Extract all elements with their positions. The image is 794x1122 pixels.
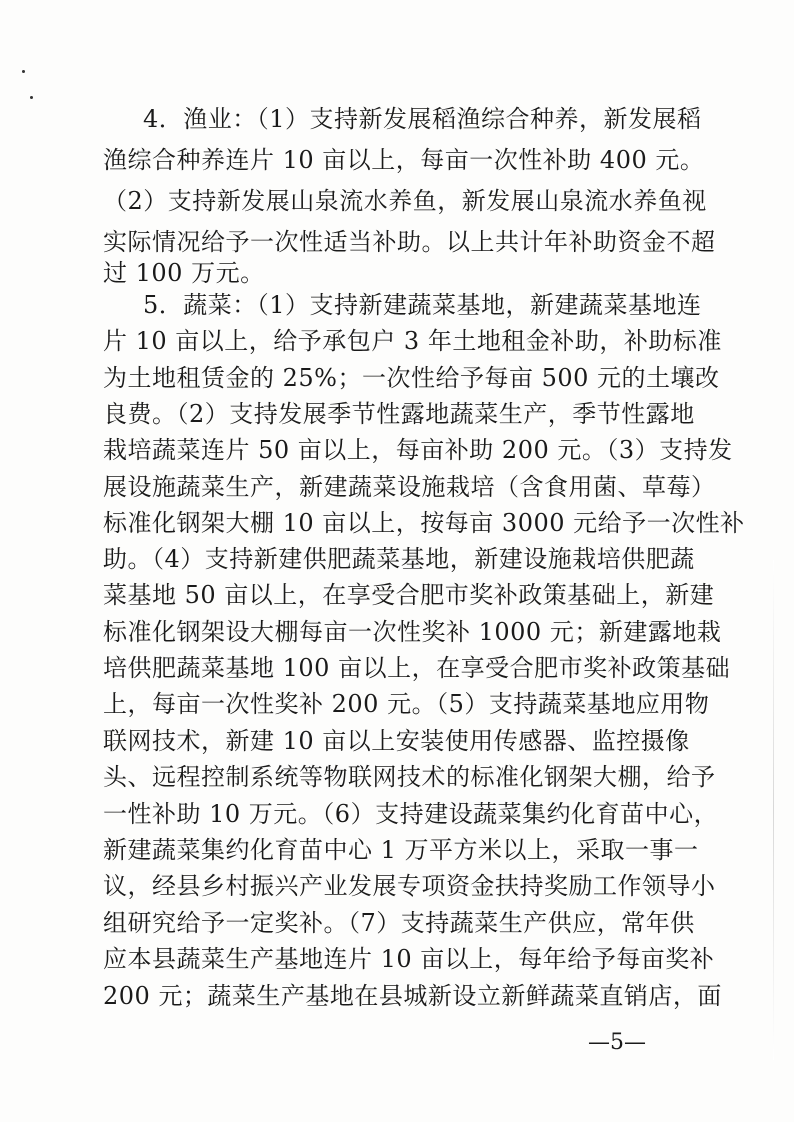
paragraph-line: 菜基地 50 亩以上，在享受合肥市奖补政策基础上，新建 bbox=[103, 581, 715, 609]
paragraph-line: 头、远程控制系统等物联网技术的标准化钢架大棚，给予 bbox=[103, 763, 716, 791]
paragraph-line: 5．蔬菜：（1）支持新建蔬菜基地，新建蔬菜基地连 bbox=[143, 291, 702, 319]
paragraph-line: 片 10 亩以上，给予承包户 3 年土地租金补助，补助标准 bbox=[103, 327, 722, 355]
paragraph-line: （2）支持新发展山泉流水养鱼，新发展山泉流水养鱼视 bbox=[103, 187, 707, 215]
paragraph-line: 标准化钢架设大棚每亩一次性奖补 1000 元；新建露地栽 bbox=[103, 618, 722, 646]
paragraph-line: 栽培蔬菜连片 50 亩以上，每亩补助 200 元。（3）支持发 bbox=[103, 436, 733, 464]
paragraph-line: 联网技术，新建 10 亩以上安装使用传感器、监控摄像 bbox=[103, 727, 690, 755]
paragraph-line: 组研究给予一定奖补。（7）支持蔬菜生产供应，常年供 bbox=[103, 909, 695, 937]
paragraph-line: 200 元；蔬菜生产基地在县城新设立新鲜蔬菜直销店，面 bbox=[103, 982, 722, 1010]
paragraph-line: 一性补助 10 万元。（6）支持建设蔬菜集约化育苗中心， bbox=[103, 800, 719, 828]
scan-speck bbox=[22, 70, 25, 73]
paragraph-line: 新建蔬菜集约化育苗中心 1 万平方米以上，采取一事一 bbox=[103, 836, 699, 864]
paragraph-line: 助。（4）支持新建供肥蔬菜基地，新建设施栽培供肥蔬 bbox=[103, 545, 695, 573]
paragraph-line: 上，每亩一次性奖补 200 元。（5）支持蔬菜基地应用物 bbox=[103, 690, 710, 718]
paragraph-line: 实际情况给予一次性适当补助。以上共计年补助资金不超 bbox=[103, 228, 716, 256]
paragraph-line: 4．渔业：（1）支持新发展稻渔综合种养，新发展稻 bbox=[143, 105, 702, 133]
paragraph-line: 渔综合种养连片 10 亩以上，每亩一次性补助 400 元。 bbox=[103, 146, 705, 174]
paragraph-line: 应本县蔬菜生产基地连片 10 亩以上，每年给予每亩奖补 bbox=[103, 945, 715, 973]
page-number: —5— bbox=[588, 1030, 646, 1055]
paragraph-line: 标准化钢架大棚 10 亩以上，按每亩 3000 元给予一次性补 bbox=[103, 509, 745, 537]
scan-edge-shadow bbox=[773, 560, 774, 1060]
paragraph-line: 议，经县乡村振兴产业发展专项资金扶持奖励工作领导小 bbox=[103, 872, 716, 900]
paragraph-line: 为土地租赁金的 25%；一次性给予每亩 500 元的土壤改 bbox=[103, 364, 720, 392]
paragraph-line: 展设施蔬菜生产，新建蔬菜设施栽培（含食用菌、草莓） bbox=[103, 473, 716, 501]
scan-speck bbox=[30, 96, 33, 99]
paragraph-line: 过 100 万元。 bbox=[103, 259, 265, 287]
paragraph-line: 良费。（2）支持发展季节性露地蔬菜生产，季节性露地 bbox=[103, 400, 695, 428]
paragraph-line: 培供肥蔬菜基地 100 亩以上，在享受合肥市奖补政策基础 bbox=[103, 654, 731, 682]
